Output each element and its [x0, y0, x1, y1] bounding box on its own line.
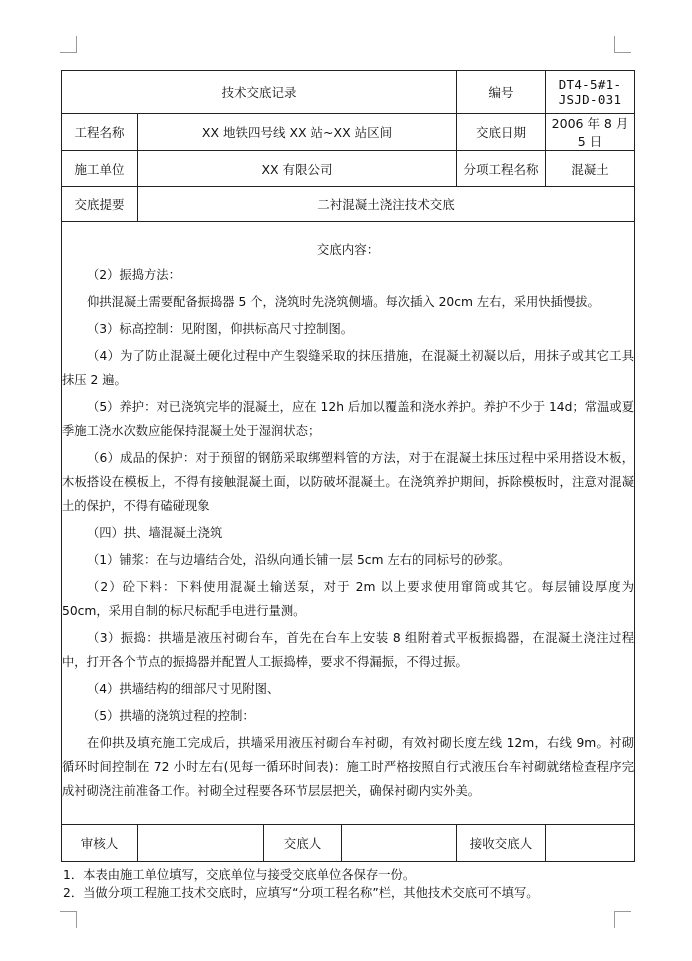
content-heading: 交底内容： — [316, 242, 380, 257]
summary-value: 二衬混凝土浇注技术交底 — [138, 187, 635, 222]
disclosure-form — [61, 70, 634, 902]
content-body — [62, 263, 634, 803]
content-paragraph: （2）砼下料：下料使用混凝土输送泵，对于 2m 以上要求使用窜筒或其它。每层铺设厚度为 50cm，采用自制的标尺标配手电进行量测。 — [62, 580, 635, 618]
form-table — [61, 70, 635, 862]
subproject-label: 分项工程名称 — [457, 151, 546, 187]
content-paragraph: （3）振捣：拱墙是液压衬砌台车，首先在台车上安装 8 组附着式平板振捣器，在混凝土浇注过程中，打开各个节点的振捣器并配置人工振捣棒，要求不得漏振，不得过振。 — [62, 631, 635, 669]
discloser-field[interactable] — [342, 825, 457, 862]
content-paragraph: （3）标高控制：见附图，仰拱标高尺寸控制图。 — [87, 322, 354, 336]
summary-label: 交底提要 — [62, 187, 138, 222]
content-paragraph: （4）为了防止混凝土硬化过程中产生裂缝采取的抹压措施，在混凝土初凝以后，用抹子或其它工具抹压 2 遍。 — [62, 349, 635, 387]
title-row — [62, 71, 635, 114]
footnote: 2．当做分项工程施工技术交底时，应填写“分项工程名称”栏，其他技术交底可不填写。 — [63, 886, 539, 900]
footnotes — [61, 866, 634, 902]
crop-mark-bottom-right — [614, 911, 631, 928]
subproject-value: 混凝土 — [546, 151, 635, 187]
unit-label: 施工单位 — [62, 151, 138, 187]
reviewer-field[interactable] — [138, 825, 264, 862]
content-paragraph: （5）养护：对已浇筑完毕的混凝土，应在 12h 后加以覆盖和浇水养护。养护不少于 14d；常温或夏季施工浇水次数应能保持混凝土处于湿润状态； — [62, 400, 635, 438]
footnote: 1．本表由施工单位填写，交底单位与接受交底单位各保存一份。 — [63, 868, 416, 882]
content-paragraph: （四）拱、墙混凝土浇筑 — [87, 526, 223, 540]
summary-row — [62, 187, 635, 222]
receiver-field[interactable] — [546, 825, 635, 862]
discloser-label: 交底人 — [264, 825, 342, 862]
crop-mark-bottom-left — [60, 911, 77, 928]
content-paragraph: （2）振捣方法： — [87, 268, 181, 282]
crop-mark-top-right — [614, 36, 631, 53]
signature-row — [62, 825, 635, 862]
crop-mark-top-left — [60, 36, 77, 53]
date-value: 2006 年 8 月 5 日 — [546, 114, 635, 151]
content-paragraph: （5）拱墙的浇筑过程的控制： — [87, 709, 255, 723]
content-paragraph: （1）铺浆：在与边墙结合处，沿纵向通长铺一层 5cm 左右的同标号的砂浆。 — [87, 553, 511, 567]
number-value: DT4-5#1-JSJD-031 — [546, 71, 635, 114]
form-title: 技术交底记录 — [62, 71, 457, 114]
project-row — [62, 114, 635, 151]
content-paragraph: 仰拱混凝土需要配备振捣器 5 个，浇筑时先浇筑侧墙。每次插入 20cm 左右，采用快插慢拔。 — [87, 295, 600, 309]
unit-row — [62, 151, 635, 187]
project-name-label: 工程名称 — [62, 114, 138, 151]
reviewer-label: 审核人 — [62, 825, 138, 862]
unit-value: XX 有限公司 — [138, 151, 457, 187]
date-label: 交底日期 — [457, 114, 546, 151]
content-paragraph: （6）成品的保护：对于预留的钢筋采取绑塑料管的方法，对于在混凝土抹压过程中采用搭设木板，木板搭设在模板上，不得有接触混凝土面，以防破坏混凝土。在浇筑养护期间，拆除模板时，注意对混凝土的保护，不得有磕碰现象 — [62, 451, 635, 513]
content-row — [62, 222, 635, 825]
content-cell — [62, 222, 635, 825]
content-paragraph: 在仰拱及填充施工完成后，拱墙采用液压衬砌台车衬砌，有效衬砌长度左线 12m，右线 9m。衬砌循环时间控制在 72 小时左右(见每一循环时间表)：施工时严格按照自行式液压台车衬砌就绪检查程序完成衬砌浇注前准备工作。衬砌全过程要各环节层层把关，确保衬砌内实外美。 — [62, 736, 635, 798]
content-paragraph: （4）拱墙结构的细部尺寸见附图、 — [87, 682, 280, 696]
project-name-value: XX 地铁四号线 XX 站~XX 站区间 — [138, 114, 457, 151]
number-label: 编号 — [457, 71, 546, 114]
receiver-label: 接收交底人 — [457, 825, 546, 862]
